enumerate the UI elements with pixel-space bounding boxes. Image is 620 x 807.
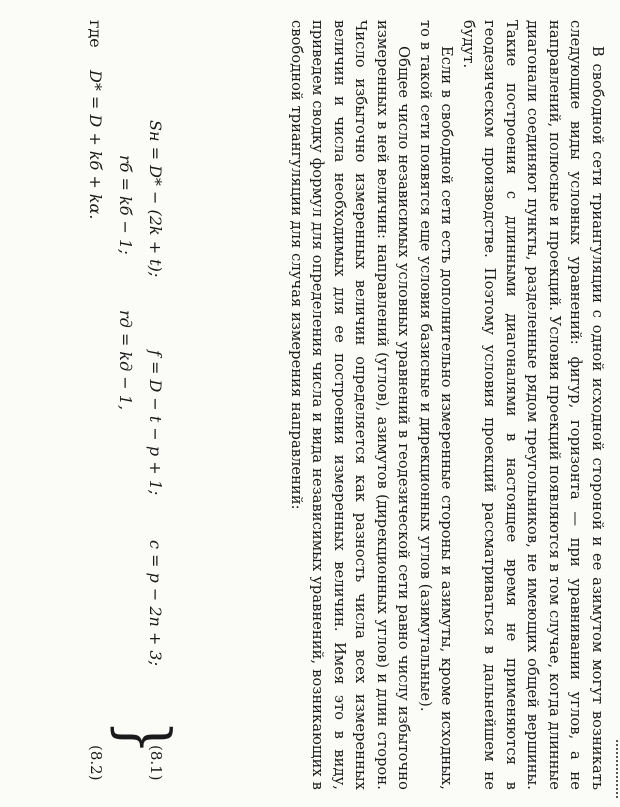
equation-number-8-2: (8.2) <box>87 745 105 781</box>
formula-row-2 <box>109 20 135 800</box>
curly-brace: } <box>105 720 184 755</box>
formula-block <box>35 20 184 800</box>
page-header-rule <box>613 740 618 798</box>
paragraph-additional-conditions: Если в свободной сети есть дополнительно измеренные стороны и азимуты, кроме исходных, то в такой сети появятся еще условия базисные и дирекционных углов (азимутальные). <box>417 20 456 790</box>
formula-row-3 <box>79 20 105 800</box>
paragraph-total-conditions: Общее число независимых условных уравнений в геодезической сети равно числу избыточно измеренных в ней величин: направлений (углов), азимутов (дирекционных углов) и длин сторон. Число избыточно измеренных величин определяется как разность числа всех измеренных величин и числа необходимых для ее построения измеренных величин. Имея это в виду, приведем сводку формул для определения числа и вида независимых уравнений, возникающих в свободной триангуляции для случая измерения направлений: <box>288 20 413 790</box>
formula-sn: Sн = D* − (2k + t); <box>146 120 165 278</box>
formula-rd: rд = kд − 1, <box>116 310 135 411</box>
formula-rb: rб = kб − 1; <box>116 155 135 255</box>
formula-f: f = D − t − p + 1; <box>146 350 165 496</box>
formula-dstar: D* = D + kб + kα. <box>86 70 105 220</box>
equation-number-8-1: (8.1) <box>147 745 165 781</box>
body-text <box>286 20 609 790</box>
word-gde: где <box>86 20 105 48</box>
formula-c: c = p − 2n + 3; <box>146 540 165 666</box>
paragraph-free-network: В свободной сети триангуляции с одной исходной стороной и ее азимутом могут возникать следующие виды условных уравнений: фигур, горизонта — при уравнивании углов, а не направлений, полюсные и проекций. Условия проекций появляются в том случае, когда длинные диагонали соединяют пункты, разделенные рядом треугольников, не имеющих общей вершины. Такие построения с длинными диагоналями в настоящее время не применяются в геодезическом производстве. Поэтому условия проекций рассматриваться в дальнейшем не будут. <box>460 20 606 790</box>
